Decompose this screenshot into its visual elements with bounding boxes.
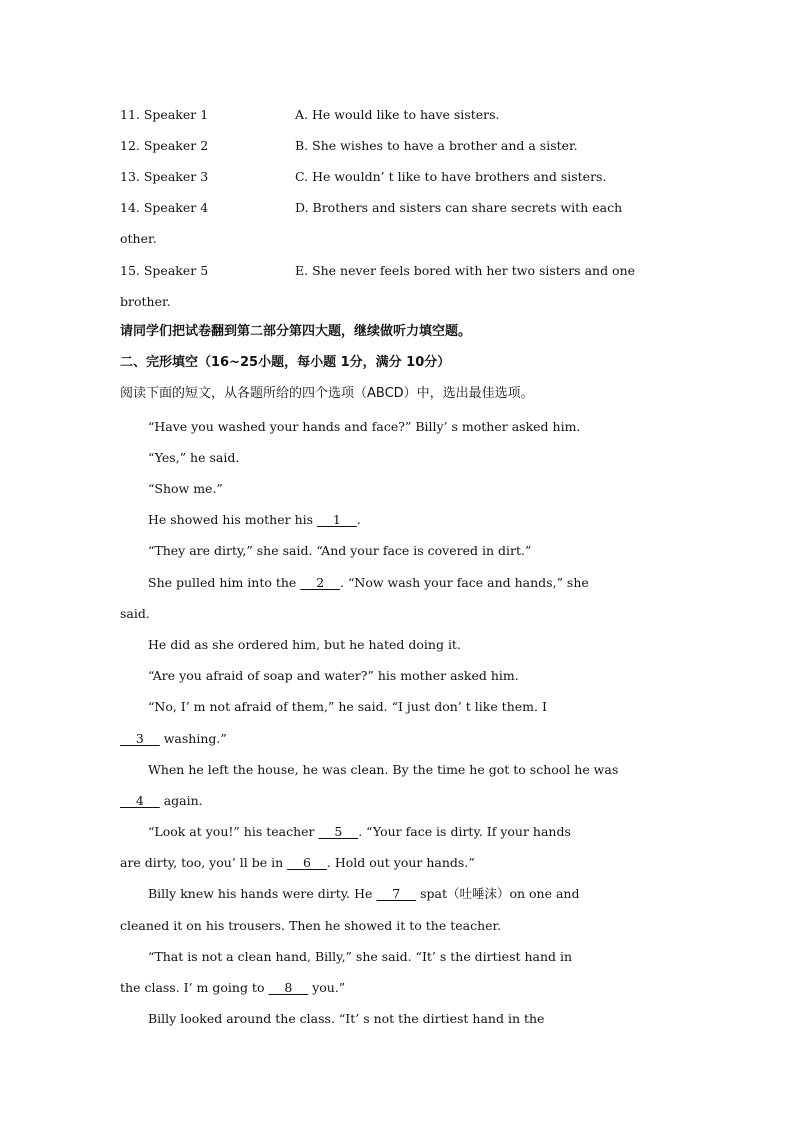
passage-text: . Hold out your hands.”	[326, 855, 475, 870]
passage-paragraph: “Are you afraid of soap and water?” his mother asked him.	[148, 668, 519, 683]
passage-continuation	[120, 855, 680, 871]
section-title: 二、完形填空（16~25小题，每小题 1分，满分 10分）	[120, 355, 451, 370]
speaker-label: 14. Speaker 4	[120, 200, 209, 215]
passage-text: “Look at you!” his teacher	[148, 824, 319, 839]
passage-paragraph: “Yes,” he said.	[148, 450, 240, 465]
blank-7: 7	[376, 886, 417, 901]
passage-paragraph: “No, I’ m not afraid of them,” he said. “I just don’ t like them. I	[148, 699, 547, 714]
passage-paragraph	[148, 824, 678, 840]
passage-text: He showed his mother his	[148, 512, 318, 527]
passage-continuation: said.	[120, 606, 150, 621]
passage-text: She pulled him into the	[148, 575, 301, 590]
passage-paragraph: “That is not a clean hand, Billy,” she said. “It’ s the dirtiest hand in	[148, 949, 573, 964]
blank-3: 3	[120, 731, 160, 746]
blank-5: 5	[318, 824, 359, 839]
speaker-label: 15. Speaker 5	[120, 263, 209, 278]
section-instruction: 阅读下面的短文，从各题所给的四个选项（ABCD）中，选出最佳选项。	[120, 386, 534, 401]
option-text: E. She never feels bored with her two sisters and one	[295, 263, 636, 278]
passage-paragraph: Billy looked around the class. “It’ s not the dirtiest hand in the	[148, 1011, 545, 1026]
passage-paragraph	[148, 886, 678, 902]
speaker-label: 13. Speaker 3	[120, 169, 209, 184]
option-text: A. He would like to have sisters.	[295, 107, 500, 122]
matching-row-14-continued: other.	[120, 231, 157, 246]
passage-paragraph	[148, 512, 678, 528]
speaker-label: 12. Speaker 2	[120, 138, 209, 153]
passage-text: the class. I’ m going to	[120, 980, 269, 995]
passage-paragraph	[148, 575, 678, 591]
passage-continuation	[120, 793, 680, 809]
passage-text: again.	[159, 793, 203, 808]
passage-paragraph: When he left the house, he was clean. By the time he got to school he was	[148, 762, 619, 777]
speaker-label: 11. Speaker 1	[120, 107, 209, 122]
passage-continuation	[120, 731, 680, 747]
matching-row-15-continued: brother.	[120, 294, 171, 309]
passage-text: you.”	[308, 980, 346, 995]
option-text: B. She wishes to have a brother and a sister.	[295, 138, 578, 153]
passage-text: washing.”	[159, 731, 227, 746]
passage-text: are dirty, too, you’ ll be in	[120, 855, 288, 870]
blank-6: 6	[287, 855, 327, 870]
passage-text: spat（吐唾沫）on one and	[416, 886, 580, 901]
option-text: C. He wouldn’ t like to have brothers and sisters.	[295, 169, 607, 184]
turn-page-instruction: 请同学们把试卷翻到第二部分第四大题，继续做听力填空题。	[120, 324, 472, 339]
blank-4: 4	[120, 793, 160, 808]
passage-text: .	[356, 512, 361, 527]
passage-paragraph: “Have you washed your hands and face?” Billy’ s mother asked him.	[148, 419, 581, 434]
passage-text: . “Now wash your face and hands,” she	[340, 575, 589, 590]
passage-continuation	[120, 980, 680, 996]
passage-paragraph: He did as she ordered him, but he hated doing it.	[148, 637, 461, 652]
passage-paragraph: “Show me.”	[148, 481, 223, 496]
option-text: D. Brothers and sisters can share secrets with each	[295, 200, 623, 215]
passage-paragraph: “They are dirty,” she said. “And your face is covered in dirt.”	[148, 543, 532, 558]
passage-text: . “Your face is dirty. If your hands	[358, 824, 571, 839]
passage-text: Billy knew his hands were dirty. He	[148, 886, 377, 901]
blank-1: 1	[317, 512, 357, 527]
blank-2: 2	[300, 575, 341, 590]
blank-8: 8	[268, 980, 309, 995]
passage-continuation: cleaned it on his trousers. Then he showed it to the teacher.	[120, 918, 502, 933]
